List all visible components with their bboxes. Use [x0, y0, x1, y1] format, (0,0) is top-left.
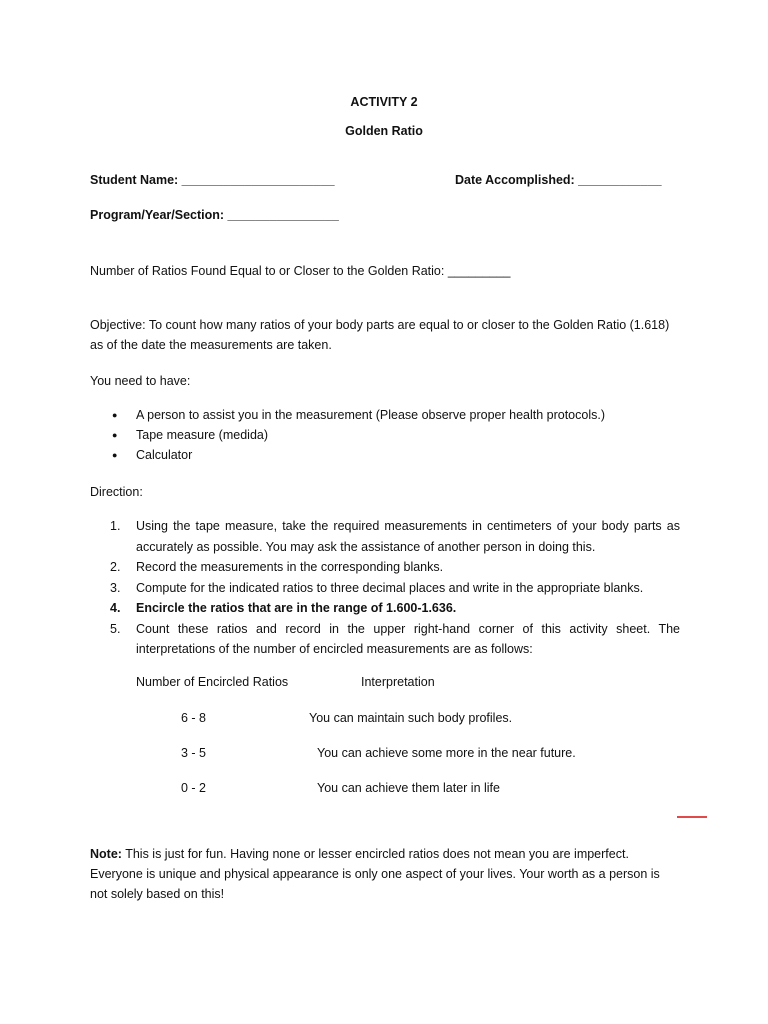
list-item-number: 3.	[110, 580, 121, 595]
list-item: ● Calculator	[90, 446, 605, 466]
student-name-field: Student Name: ______________________	[90, 173, 335, 187]
activity-subtitle: Golden Ratio	[345, 124, 423, 138]
list-item-text: Compute for the indicated ratios to three decimal places and write in the appropriate blanks.	[136, 580, 644, 595]
list-item-number: 4.	[110, 601, 121, 615]
need-label: You need to have:	[90, 374, 191, 388]
list-item-number: 2.	[110, 560, 121, 574]
note-text: This is just for fun. Having none or lesser encircled ratios does not mean you are imperfect.	[125, 847, 629, 861]
date-accomplished-field: Date Accomplished: ____________	[455, 173, 662, 187]
list-item	[90, 578, 680, 599]
red-underline-mark	[677, 816, 707, 818]
table-header-interpretation: Interpretation	[361, 675, 435, 689]
list-item	[90, 598, 680, 619]
objective-line-2: as of the date the measurements are taken.	[90, 338, 332, 352]
directions-list	[90, 516, 680, 660]
table-cell-interpretation: You can achieve them later in life	[317, 781, 500, 795]
list-item-text: Record the measurements in the corresponding blanks.	[136, 560, 444, 574]
note-line-2: Everyone is unique and physical appearance is only one aspect of your lives. Your worth as a person is	[90, 867, 660, 881]
objective-line-1: Objective: To count how many ratios of your body parts are equal to or closer to the Golden Ratio (1.618)	[90, 318, 670, 332]
list-item-number: 1.	[110, 519, 121, 533]
list-item	[90, 516, 680, 557]
activity-title: ACTIVITY 2	[350, 95, 418, 109]
table-header-ratios: Number of Encircled Ratios	[136, 675, 289, 689]
list-item: ● Tape measure (medida)	[90, 426, 605, 446]
list-item-text: Count these ratios and record in the upper right-hand corner of this activity sheet. The interpretations of the number of encircled measurements are as follows:	[136, 621, 680, 656]
note-line-1	[90, 846, 629, 862]
table-cell-interpretation: You can achieve some more in the near future.	[317, 746, 576, 760]
table-cell-range: 6 - 8	[181, 711, 207, 725]
list-item-text: Using the tape measure, take the required measurements in centimeters of your body parts as accurately as possible. You may ask the assistance of another person in doing this.	[136, 519, 680, 554]
list-item	[90, 619, 680, 660]
table-cell-range: 0 - 2	[181, 781, 207, 795]
note-label: Note:	[90, 847, 122, 861]
direction-label: Direction:	[90, 485, 143, 499]
program-year-section-field: Program/Year/Section: ________________	[90, 208, 339, 222]
list-item-text: Encircle the ratios that are in the range of 1.600-1.636.	[136, 601, 457, 615]
list-item-number: 5.	[110, 621, 121, 636]
table-cell-interpretation: You can maintain such body profiles.	[309, 711, 513, 725]
list-item	[90, 557, 680, 578]
note-line-3: not solely based on this!	[90, 887, 225, 901]
table-cell-range: 3 - 5	[181, 746, 207, 760]
needs-list	[90, 406, 605, 466]
ratios-found-field: Number of Ratios Found Equal to or Closer to the Golden Ratio: _________	[90, 264, 511, 278]
list-item: ● A person to assist you in the measurement (Please observe proper health protocols.)	[90, 406, 605, 426]
